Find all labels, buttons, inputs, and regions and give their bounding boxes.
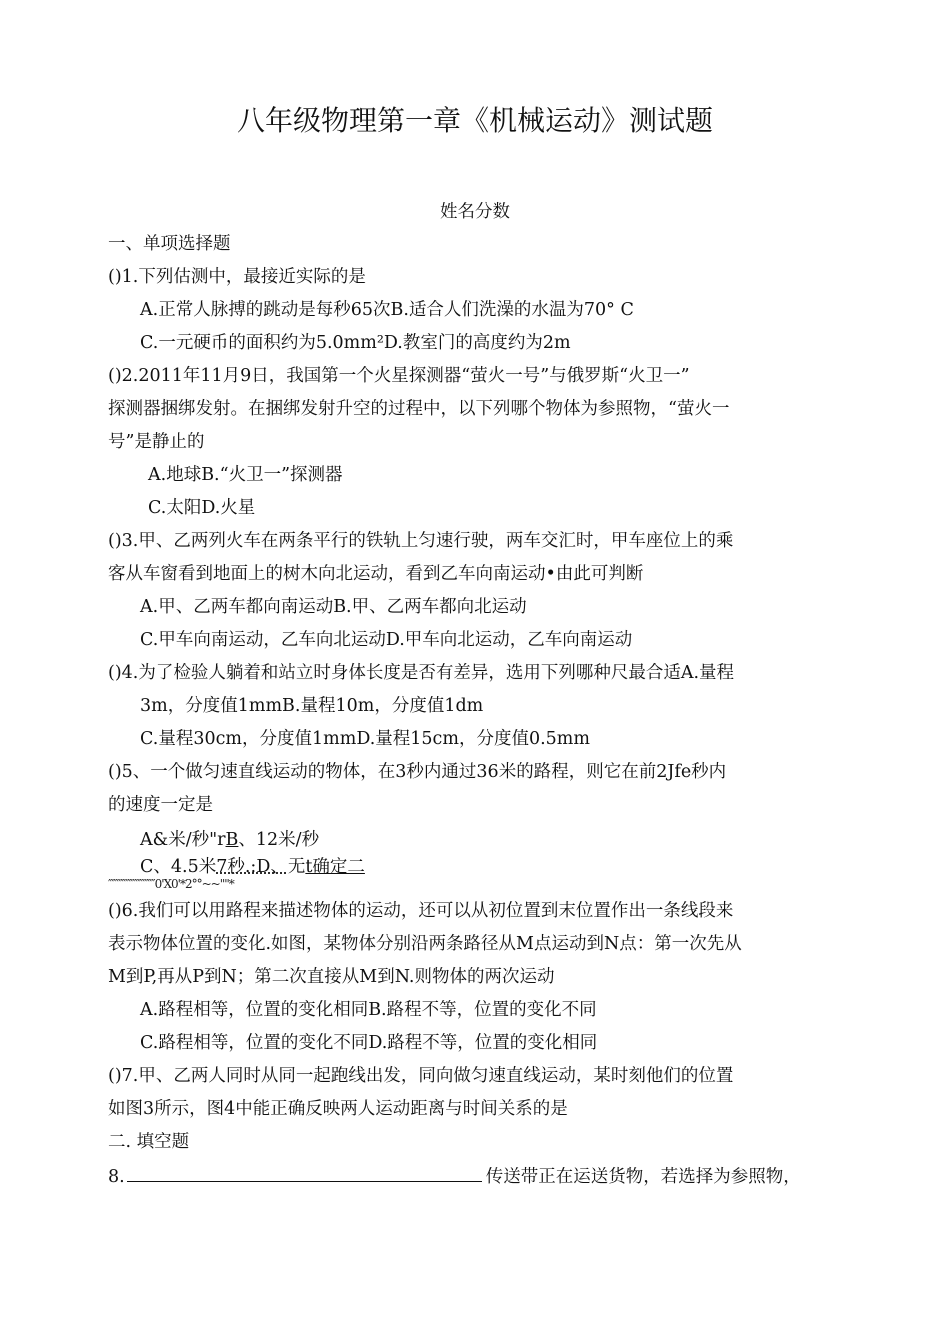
section-heading-choice: 一、单项选择题: [108, 234, 231, 254]
question-5-option-d: 无: [287, 857, 306, 877]
question-4-line-1: ()4.为了检验人躺着和站立时身体长度是否有差异，选用下列哪种尺最合适A.量程: [108, 663, 735, 683]
question-4-options-cd: C.量程30cm，分度值1mmD.量程15cm，分度值0.5mm: [140, 729, 590, 749]
question-4-line-2: 3m，分度值1mmB.量程10m，分度值1dm: [140, 696, 484, 716]
question-5-option-b-letter: B: [225, 830, 239, 850]
question-2-line-2: 探测器捆绑发射。在捆绑发射升空的过程中，以下列哪个物体为参照物，“萤火一: [108, 399, 730, 419]
question-5-line-2: 的速度一定是: [108, 795, 213, 815]
question-1-options-cd: C.一元硬币的面积约为5.0mm²D.教室门的高度约为2m: [140, 333, 571, 353]
question-2-options-ab: A.地球B.“火卫一”探测器: [148, 465, 343, 485]
question-8-line-1: [108, 1163, 801, 1189]
question-1-options-ab: A.正常人脉搏的跳动是每秒65次B.适合人们洗澡的水温为70° C: [140, 300, 634, 320]
question-5-option-a: A&米/秒"r: [140, 830, 226, 850]
question-5-option-c-tail: 7秒.:D、: [216, 857, 288, 877]
question-5-line-1: ()5、一个做匀速直线运动的物体，在3秒内通过36米的路程，则它在前2Jfe秒内: [108, 762, 727, 782]
question-3-options-ab: A.甲、乙两车都向南运动B.甲、乙两车都向北运动: [140, 597, 527, 617]
question-6-line-3: M到P,再从P到N；第二次直接从M到N.则物体的两次运动: [108, 967, 555, 987]
question-5-option-b: 、12米/秒: [238, 830, 320, 850]
question-3-line-1: ()3.甲、乙两列火车在两条平行的铁轨上匀速行驶，两车交汇时，甲车座位上的乘: [108, 531, 734, 551]
question-7-line-2: 如图3所示，图4中能正确反映两人运动距离与时间关系的是: [108, 1099, 568, 1119]
question-6-options-cd: C.路程相等，位置的变化不同D.路程不等，位置的变化相同: [140, 1033, 598, 1053]
question-8-answer-blank[interactable]: [127, 1163, 482, 1182]
question-8-text: 传送带正在运送货物，若选择为参照物，: [485, 1167, 801, 1187]
name-score-line: 姓名分数: [440, 202, 510, 222]
section-heading-fill: 二. 填空题: [108, 1132, 190, 1152]
question-7-line-1: ()7.甲、乙两人同时从同一起跑线出发，同向做匀速直线运动，某时刻他们的位置: [108, 1066, 734, 1086]
page-title: 八年级物理第一章《机械运动》测试题: [236, 104, 713, 137]
question-6-line-2: 表示物体位置的变化.如图，某物体分别沿两条路径从M点运动到N点：第一次先从: [108, 934, 742, 954]
question-1-stem: ()1.下列估测中，最接近实际的是: [108, 267, 366, 287]
question-6-line-1: ()6.我们可以用路程来描述物体的运动，还可以从初位置到末位置作出一条线段来: [108, 901, 734, 921]
question-5-options-ab: [140, 828, 319, 852]
question-5-option-d-tail: t确定二: [305, 857, 365, 877]
question-3-line-2: 客从车窗看到地面上的树木向北运动，看到乙车向南运动•由此可判断: [108, 564, 644, 584]
question-8-number: 8.: [108, 1167, 125, 1187]
scan-artifact-text: ′′′′′′′′′′′′′′′′′′′′′′′′′′′0'X0'*2°°~~""*: [108, 877, 234, 891]
question-6-options-ab: A.路程相等，位置的变化相同B.路程不等，位置的变化不同: [140, 1000, 597, 1020]
question-2-line-1: ()2.2011年11月9日，我国第一个火星探测器“萤火一号”与俄罗斯“火卫一”: [108, 366, 690, 386]
question-5-option-c: C、4.5米: [140, 857, 217, 877]
question-3-options-cd: C.甲车向南运动，乙车向北运动D.甲车向北运动，乙车向南运动: [140, 630, 633, 650]
question-2-line-3: 号”是静止的: [108, 432, 205, 452]
question-2-options-cd: C.太阳D.火星: [148, 498, 256, 518]
